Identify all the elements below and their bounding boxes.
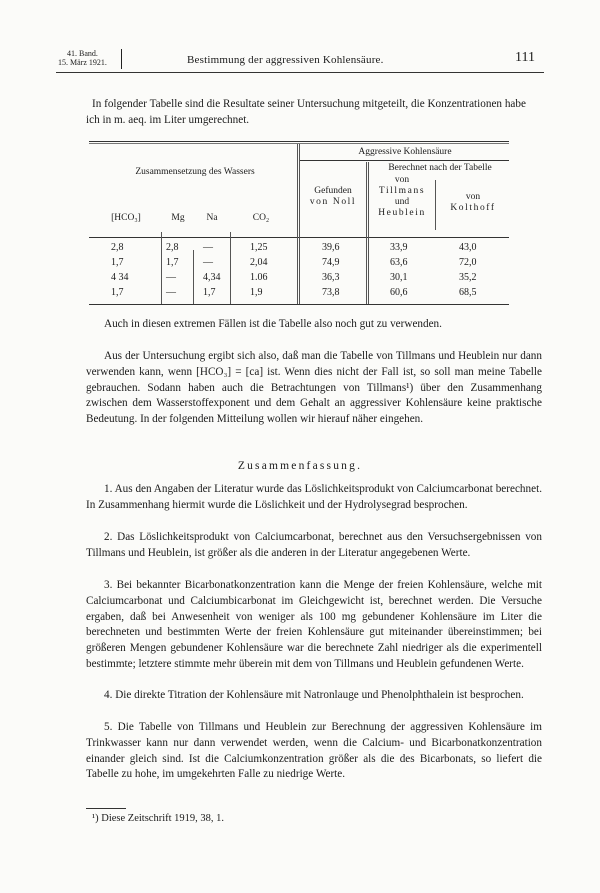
summary-item-2: 2. Das Löslichkeitsprodukt von Calciumcarbonat, berechnet aus den Versuchsergebnissen von Tillmans und Heublein, ist größer als die anderen in der Literatur angegebenen Werte. (86, 531, 542, 559)
header-tillmans-heublein: von Tillmans und Heublein (378, 175, 426, 218)
cell-na: 4,34 (203, 272, 221, 283)
table-divider-na (230, 232, 231, 304)
header-co2: CO₂ (252, 213, 270, 223)
table-divider-main-double (299, 144, 300, 304)
cell-co2: 2,04 (250, 257, 268, 268)
paragraph-usability: Auch in diesen extremen Fällen ist die Tabelle also noch gut zu verwenden. (104, 318, 442, 330)
cell-kolthoff: 35,2 (459, 272, 477, 283)
footnote-rule (86, 808, 126, 809)
aggressive-group-rule (299, 160, 509, 161)
footnote: ¹) Diese Zeitschrift 1919, 38, 1. (92, 813, 225, 824)
header-water-composition: Zusammensetzung des Wassers (135, 167, 255, 177)
header-aggressive-co2: Aggressive Kohlensäure (358, 147, 452, 157)
cell-mg: 2,8 (166, 242, 179, 253)
cell-hco3: 4 34 (111, 272, 129, 283)
header-na: Na (206, 213, 218, 223)
cell-tillmans-heublein: 33,9 (390, 242, 408, 253)
header-hco3: [HCO₃] (111, 213, 141, 223)
cell-hco3: 1,7 (111, 257, 124, 268)
cell-kolthoff: 43,0 (459, 242, 477, 253)
cell-hco3: 1,7 (111, 287, 124, 298)
summary-item-1: 1. Aus den Angaben der Literatur wurde das Löslichkeitsprodukt von Calciumcarbonat berechnet. In Zusammenhang hiermit wurde die Löslichkeit und der Hydrolysegrad besprochen. (86, 483, 542, 511)
cell-co2: 1,25 (250, 242, 268, 253)
cell-hco3: 2,8 (111, 242, 124, 253)
summary-item-5: 5. Die Tabelle von Tillmans und Heublein zur Berechnung der aggressiven Kohlensäure im Trinkwasser kann nur dann verwendet werden, wenn die Calcium- und Bicarbonatkonzentration einander gleich sind. Ist die Calciumkonzentration größer als die des Bicarbonats, so liefert die Tabelle zu hohe, im umgekehrten Falle zu niedrige Werte. (86, 721, 542, 781)
cell-found-noll: 73,8 (322, 287, 340, 298)
cell-mg: 1,7 (166, 257, 179, 268)
summary-heading: Zusammenfassung. (237, 460, 363, 472)
summary-item-3: 3. Bei bekannter Bicarbonatkonzentration kann die Menge der freien Kohlensäure, welche mit Calciumcarbonat und Calciumbicarbonat im Gleichgewicht ist, berechnet werden. Die Versuche ergaben, daß bei Anwesenheit von weniger als 100 mg gebundener Kohlensäure im Liter die berechneten und bestimmten Werte der freien Kohlensäure gut miteinander übereinstimmen; bei größeren Mengen gebundener Kohlensäure war die berechnete Zahl niedriger als die experimentell bestimmte; letztere stimmte mehr überein mit dem von Tillmans und Heublein gefundenen Werte. (86, 579, 542, 670)
table-divider-kolthoff (435, 180, 436, 230)
intro-paragraph: In folgender Tabelle sind die Resultate seiner Untersuchung mitgeteilt, die Konzentrationen habe ich in m. aeq. im Liter umgerechnet. (86, 98, 526, 126)
cell-found-noll: 36,3 (322, 272, 340, 283)
running-title: Bestimmung der aggressiven Kohlensäure. (187, 54, 384, 66)
table-bottom-rule (89, 304, 509, 305)
table-divider-hco3 (161, 232, 162, 304)
cell-tillmans-heublein: 60,6 (390, 287, 408, 298)
cell-na: 1,7 (203, 287, 216, 298)
cell-co2: 1.06 (250, 272, 268, 283)
header-rule (56, 72, 544, 73)
issue-date: 15. März 1921. (58, 58, 107, 67)
cell-tillmans-heublein: 63,6 (390, 257, 408, 268)
cell-mg: — (166, 287, 176, 298)
cell-na: — (203, 257, 213, 268)
volume-info (58, 49, 107, 67)
cell-mg: — (166, 272, 176, 283)
table-divider-main (297, 144, 298, 304)
cell-co2: 1,9 (250, 287, 263, 298)
table-divider-mg (193, 250, 194, 304)
header-found: Gefunden von Noll (309, 186, 357, 207)
cell-found-noll: 74,9 (322, 257, 340, 268)
header-kolthoff: von Kolthoff (450, 192, 496, 213)
header-calculated: Berechnet nach der Tabelle (388, 163, 492, 173)
table-top-rule (89, 141, 509, 142)
cell-found-noll: 39,6 (322, 242, 340, 253)
volume-number: 41. Band. (67, 49, 98, 58)
header-mg: Mg (171, 213, 185, 223)
cell-na: — (203, 242, 213, 253)
page-number: 111 (515, 50, 535, 65)
cell-kolthoff: 72,0 (459, 257, 477, 268)
summary-item-4: 4. Die direkte Titration der Kohlensäure mit Natronlauge und Phenolphthalein ist besprochen. (104, 689, 524, 701)
paragraph-conclusion: Aus der Untersuchung ergibt sich also, daß man die Tabelle von Tillmans und Heublein nur dann verwenden kann, wenn [HCO₃] = [ca] ist. Wenn dies nicht der Fall ist, so soll man meine Tabelle gebrauchen. Sodann haben auch die Betrachtungen von Tillmans¹) über den Zusammenhang zwischen dem Wasserstoffexponent und dem Gehalt an aggressiver Kohlensäure keine praktische Bedeutung. In der folgenden Mitteilung wollen wir hierauf näher eingehen. (86, 350, 542, 426)
cell-tillmans-heublein: 30,1 (390, 272, 408, 283)
header-divider (121, 49, 122, 69)
cell-kolthoff: 68,5 (459, 287, 477, 298)
table-divider-calc (366, 162, 367, 304)
